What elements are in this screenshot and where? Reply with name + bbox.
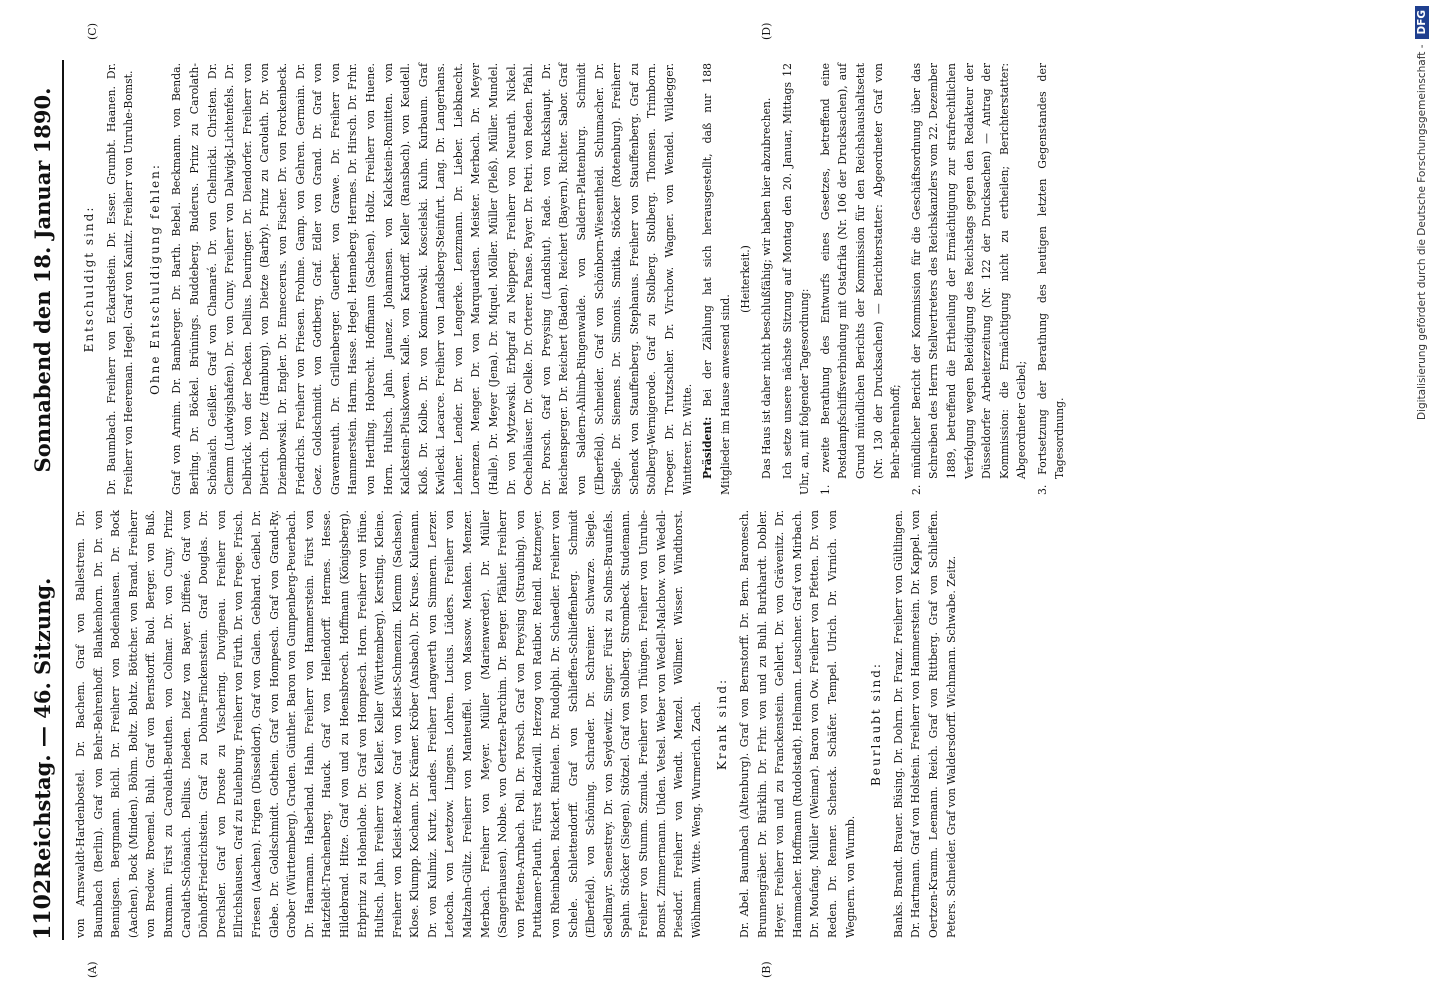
agenda-item-2: 2. mündlicher Bericht der Kommission für die Geschäftsordnung über das Schreiben des Herrn Stellvertreters des Reichskanzlers vom 22. Dezember 1889, betreffend die Ertheilung der Ermächtigung zur strafrechtlichen Verfolgung wegen Beleidigung des Reichstags gegen den Redakteur der Düsseldorfer Arbeiterzeitung (Nr. 122 der Drucksachen) — Antrag der Kommission: die Ermächtigung nicht zu ertheilen; Berichterstatter: Abgeordneter Geibel; (909, 63, 1029, 495)
header-session: Reichstag. — 46. Sitzung. (30, 577, 55, 879)
president-statement (699, 63, 734, 495)
running-header (0, 0, 62, 1000)
president-note: (Heiterkeit.) (739, 245, 753, 313)
attendance-list-continued: von Arnswaldt-Hardenbostel. Dr. Bachem. Graf von Ballestrem. Dr. Baumbach (Berlin). Graf von Behr-Behrenhoff. Blankenhorn. Dr. Dr. von Bennigsen. Bergmann. Bichl. Dr. Freiherr von Bodenhausen. Dr. Bock (Aachen). Bock (Minden). Böhm. Boltz. Bohtz. Böttcher. von Brand. Freiherr von Bredow. Broemel. Buhl. Graf von Bernstorff. Buol. Berger. von Buß. Buxmann. Fürst zu Carolath-Beuthen. von Colmar. Dr. von Cuny. Prinz Carolath-Schönaich. Dellius. Dieden. Dietz von Bayer. Diffené. Graf von Dönhoff-Friedrichstein. Graf zu Dohna-Finckenstein. Graf Douglas. Dr. Drechsler. Graf von Droste zu Vischering. Duvigneau. Freiherr von Ellrichshausen. Graf zu Eulenburg. Freiherr von Fürth. Dr. von Frege. Frisch. Friesen (Aachen). Frigen (Düsseldorf). Graf von Galen. Gebhard. Geibel. Dr. Glebe. Dr. Goldschmidt. Gothein. Graf von Hompesch. Graf von Grand-Ry. Grober (Württemberg). Gruden. Günther. Baron von Gumpenberg-Peuerbach. Dr. Haarmann. Haberland. Hahn. Freiherr von Hammerstein. Fürst von Hatzfeldt-Trachenberg. Hauck. Graf von Hellendorff. Hermes. Hesse. Hildebrand. Hitze. Graf von und zu Hoensbroech. Hoffmann (Königsberg). Erbprinz zu Hohenlohe. Dr. Graf von Hompesch. Horn. Freiherr von Hüne. Hultsch. Jahn. Freiherr von Keller. Keller (Württemberg). Kersting. Kleine. Freiherr von Kleist-Retzow. Graf von Kleist-Schmenzin. Klemm (Sachsen). Klose. Klumpp. Kochann. Dr. Krämer. Kröber (Ansbach). Dr. Kruse. Kulemann. Dr. von Kulmiz. Kurtz. Landes. Freiherr Langwerth von Simmern. Lerzer. Letocha. von Levetzow. Lingens. Lohren. Lucius. Lüders. Freiherr von Maltzahn-Gültz. Freiherr von Manteuffel. von Massow. Menken. Menzer. Merbach. Freiherr von Meyer. Müller (Marienwerder). Dr. Müller (Sangerhausen). Nobbe. von Oertzen-Parchim. Dr. Berger. Pfähler. Freiherr von Pfetten-Arnbach. Poll. Dr. Porsch. Graf von Preysing (Straubing). von Puttkamer-Plauth. Fürst Radziwill. Herzog von Ratibor. Reindl. Retzmeyer. von Rheinbaben. Rickert. Rintelen. Dr. Rudolphi. Dr. Schaedler. Freiherr von Schele. Schlettendorff. Graf von Schlieffen-Schlieffenberg. Schmidt (Elberfeld). von Schöning. Schrader. Dr. Schreiner. Schwarze. Siegle. Sedlmayr. Senestrey. Dr. von Seydewitz. Singer. Fürst zu Solms-Braunfels. Spahn. Stöcker (Siegen). Stötzel. Graf von Stolberg. Strombeck. Studemann. Freiherr von Stumm. Szmula. Freiherr von Thüngen. Freiherr von Unruhe-Bomst. Zimmermann. Uhden. Vetsel. Weber von Wedell-Malchow. von Wedell-Piesdorf. Freiherr von Wendt. Menzel. Wöllmer. Wisser. Windthorst. Wöhlmann. Witte. Weng. Wurmerich. Zach. (74, 510, 703, 938)
sick-list: Dr. Abel. Baumbach (Altenburg). Graf von Bernstorff. Dr. Bern. Baronesch. Brunnengräber. Dr. Bürklin. Dr. Frhr. von und zu Buhl. Burkhardt. Dobler. Heyer. Freiherr von und zu Franckenstein. Gehlert. Dr. von Grävenitz. Dr. Hammacher. Hoffmann (Rudolstadt). Helmann. Leuschner. Graf von Mirbach. Dr. Moufang. Müller (Weimar). Baron von Ow. Freiherr von Pfetten. Dr. von Reden. Dr. Renner. Schenck. Schäfer. Tempel. Ulrich. Dr. Virnich. von Wegnern. von Wurmb. (737, 510, 857, 938)
margin-mark-d: (D) (760, 22, 773, 40)
credit-text: Digitalisierung gefördert durch die Deutsche Forschungsgemeinschaft - (1416, 44, 1428, 421)
excused-heading: Entschuldigt sind: (82, 205, 96, 353)
dfg-logo: DFG (1415, 6, 1429, 39)
closing-text: Das Haus ist daher nicht beschlußfähig; wir haben hier abzubrechen. (759, 97, 773, 479)
margin-mark-c: (C) (86, 23, 99, 40)
sick-heading: Krank sind: (715, 677, 730, 771)
unexcused-list: Graf von Arnim. Dr. Bamberger. Dr. Barth. Bebel. Beckmann. von Benda. Berling. Dr. Böckel. Brünings. Buddeberg. Buderus. Prinz zu Carolath-Schönaich. Geißler. Graf von Chamaré. Dr. von Chelmicki. Christen. Dr. Clemm (Ludwigshafen). Dr. von Cuny. Freiherr von Dalwigk-Lichtenfels. Dr. Delbrück. von der Decken. Dellius. Deuringer. Dr. Diendorfer. Freiherr von Dietrich. Dietz (Hamburg). von Dietze (Barby). Prinz zu Carolath. Dr. von Dziembowski. Dr. Engler. Dr. Enneccerus. von Fischer. Dr. von Forckenbeck. Friedrichs. Freiherr von Friesen. Frohme. Gamp. von Gehren. Germain. Dr. Goez. Goldschmidt. von Gottberg. Graf. Edler von Grand. Dr. Graf von Gravenreuth. Dr. Grillenberger. Guerber. von Grawe. Dr. Freiherr von Hammerstein. Harm. Hasse. Hegel. Henneberg. Hermes. Dr. Hirsch. Dr. Frhr. von Hertling. Hobrecht. Hoffmann (Sachsen). Holtz. Freiherr von Huene. Horn. Hultsch. Jahn. Jaunez. Johannsen. von Kalckstein-Romitten. von Kalckstein-Pluskowen. Kalle. von Kardorff. Keller (Ransbach). von Keudell. Kloß. Dr. Kolbe. Dr. von Komierowski. Koscielski. Kuhn. Kurbaum. Graf Kwilecki. Lacarce. Freiherr von Landsberg-Steinfurt. Lang. Dr. Langerhans. Lehner. Lender. Dr. von Lengerke. Lenzmann. Dr. Lieber. Liebknecht. Lorenzen. Menger. Dr. von Marquardsen. Meister. Merbach. Dr. Meyer (Halle). Dr. Meyer (Jena). Dr. Miquel. Möller. Müller (Pleß). Müller. Mundel. Dr. von Mytzewski. Erbgraf zu Neipperg. Freiherr von Neurath. Nickel. Oechelhäuser. Dr. Oelke. Dr. Orterer. Panse. Payer. Dr. Petri. von Reden. Pfahl. Dr. Porsch. Graf von Preysing (Landshut). Rade. von Ruckshaupt. Dr. Reichensperger. Dr. Reichert (Baden). Reichert (Bayern). Richter. Sabor. Graf von Saldern-Ahlimb-Ringenwalde. von Saldern-Plattenburg. Schmidt (Elberfeld). Schneider. Graf von Schönborn-Wiesentheid. Schumacher. Dr. Siegle. Dr. Siemens. Dr. Simonis. Smitka. Stöcker (Rotenburg). Freiherr Schenck von Stauffenberg. Stephanus. Freiherr von Stauffenberg. Graf zu Stolberg-Wernigerode. Graf zu Stolberg. Stolberg. Thomsen. Trimborn. Troeger. Dr. Trutzschler. Dr. Virchow. Wagner. von Wendel. Wildegger. Wintterer. Dr. Witte. (170, 63, 694, 495)
digitization-credit (1410, 6, 1432, 996)
unexcused-heading: Ohne Entschuldigung fehlen: (147, 163, 162, 395)
header-rule (62, 60, 64, 940)
excused-list: Dr. Baumbach. Freiherr von Eckardstein. Dr. Esser. Grumbt. Haanen. Dr. Freiherr von Heereman. Hegel. Graf von Kanitz. Freiherr von Unruhe-Bomst. (104, 63, 136, 495)
left-column (72, 510, 963, 938)
page-number: 1102 (30, 878, 56, 940)
leave-list: Banks. Brandt. Brauer. Büsing. Dr. Dohrn. Dr. Franz. Freiherr von Gültlingen. Dr. Hartmann. Graf von Holstein. Freiherr von Hammerstein. Dr. Kappel. von Oertzen-Kramm. Leemann. Reich. Graf von Rittberg. Graf von Schlieffen. Peters. Schneider. Graf von Waldersdorff. Wichmann. Schwabe. Zeitz. (891, 510, 958, 938)
agenda-intro: Ich setze unsere nächste Sitzung auf Montag den 20. Januar, Mittags 12 Uhr, an, mit folgender Tagesordnung: (780, 63, 812, 495)
margin-mark-a: (A) (86, 961, 99, 978)
leave-heading: Beurlaubt sind: (869, 662, 884, 786)
right-column (72, 63, 1072, 495)
header-date: Sonnabend den 18. Januar 1890. (30, 87, 55, 473)
agenda-item-1: 1. zweite Berathung des Entwurfs eines Gesetzes, betreffend eine Postdampfschiffsverbindung mit Ostafrika (Nr. 106 der Drucksachen), auf Grund mündlichen Berichts der Kommission für den Reichshaushaltsetat (Nr. 130 der Drucksachen) — Berichterstatter: Abgeordneter Graf von Behr-Behrenhoff; (818, 63, 903, 495)
margin-mark-b: (B) (760, 961, 773, 978)
president-text: Bei der Zählung hat sich herausgestellt, daß nur 188 Mitglieder im Hause anwesend sind. (701, 63, 732, 495)
agenda-item-3: 3. Fortsetzung der Berathung des heutigen letzten Gegenstandes der Tagesordnung. (1035, 63, 1067, 495)
president-label: Präsident: (701, 416, 715, 479)
